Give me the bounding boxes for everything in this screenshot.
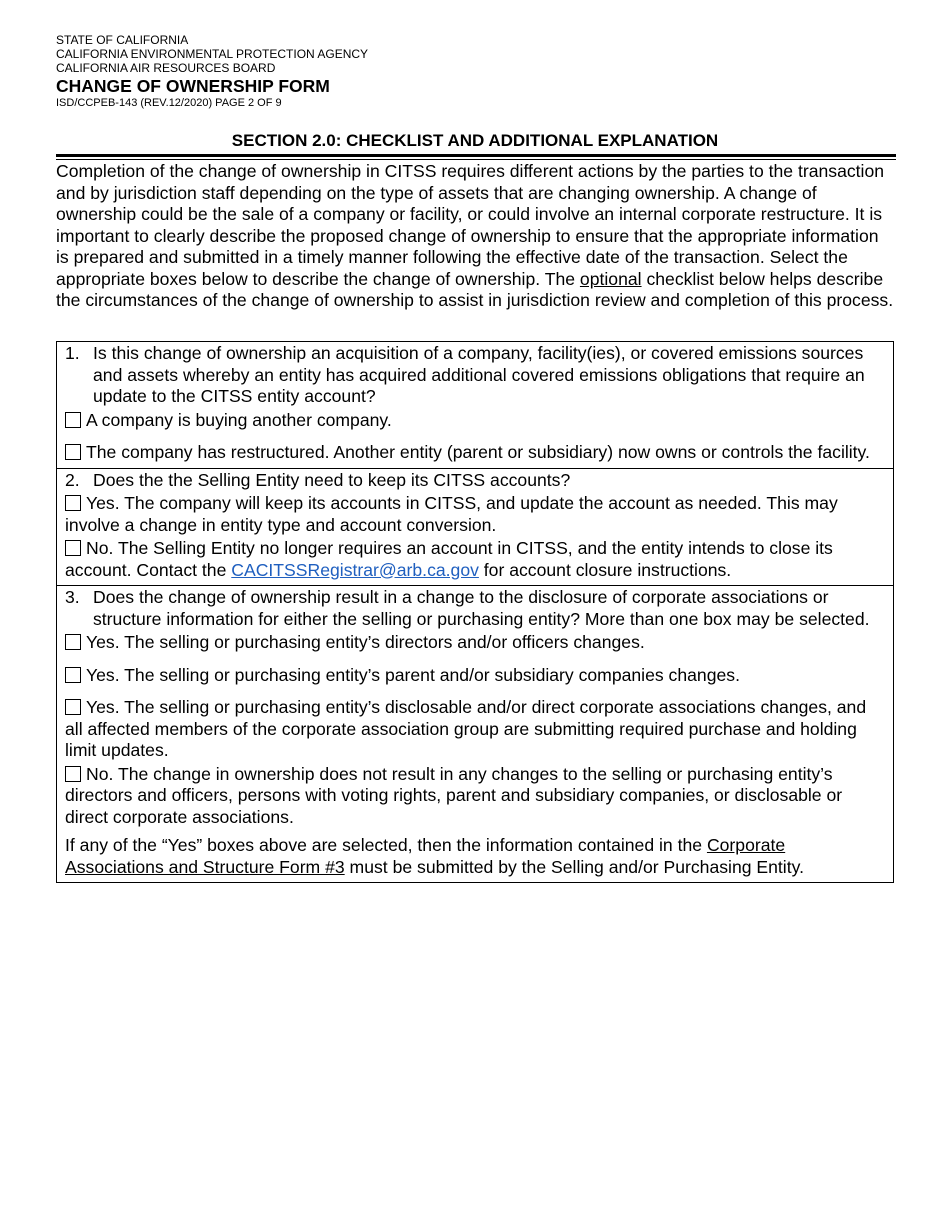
section-intro: Completion of the change of ownership in CITSS requires different actions by the parties to the transaction and by jurisdiction staff depending on the type of assets that are changing ownership. A change of ownership could be the sale of a company or facility, or could involve an internal corporate restructure. It is important to clearly describe the proposed change of ownership to ensure that the appropriate information is prepared and submitted in a timely manner following the effective date of the transaction. Select the appropriate boxes below to describe the change of ownership. The optional checklist below helps describe the circumstances of the change of ownership to assist in jurisdiction review and completion of this process.: [56, 161, 894, 310]
q1-restructured-checkbox[interactable]: [65, 444, 81, 460]
form-title: CHANGE OF OWNERSHIP FORM: [56, 76, 330, 96]
q2-option-no: No. The Selling Entity no longer requires an account in CITSS, and the entity intends to close its account. Contact the CACITSSRegistrar@arb.ca.gov for account closure instructions.: [65, 538, 833, 580]
registrar-email-link[interactable]: CACITSSRegistrar@arb.ca.gov: [231, 559, 479, 580]
q3-parent-checkbox[interactable]: [65, 667, 81, 683]
q1-option-restructured: The company has restructured. Another entity (parent or subsidiary) now owns or controls the facility.: [65, 442, 885, 464]
agency-line-state: STATE OF CALIFORNIA: [56, 33, 189, 47]
question-3-section: [57, 585, 893, 882]
q3-directors-checkbox[interactable]: [65, 634, 81, 650]
checklist-table: [56, 341, 894, 883]
section-divider: [56, 154, 896, 160]
form-header: [56, 33, 368, 110]
optional-emphasis: optional: [579, 268, 642, 289]
agency-line-calepa: CALIFORNIA ENVIRONMENTAL PROTECTION AGENCY: [56, 47, 369, 61]
q3-associations-checkbox[interactable]: [65, 699, 81, 715]
q1-buying-checkbox[interactable]: [65, 412, 81, 428]
q3-option-directors: Yes. The selling or purchasing entity’s directors and/or officers changes.: [65, 632, 885, 654]
form-code: ISD/CCPEB-143 (REV.12/2020) PAGE 2 OF 9: [56, 97, 282, 109]
q3-option-parent: Yes. The selling or purchasing entity’s parent and/or subsidiary companies changes.: [65, 665, 885, 687]
q2-no-checkbox[interactable]: [65, 540, 81, 556]
agency-line-carb: CALIFORNIA AIR RESOURCES BOARD: [56, 61, 276, 75]
q3-option-no-change: No. The change in ownership does not result in any changes to the selling or purchasing entity’s directors and officers, persons with voting rights, parent and subsidiary companies, or disclosable or direct corporate associations.: [65, 763, 843, 827]
q3-no-change-checkbox[interactable]: [65, 766, 81, 782]
section-title: SECTION 2.0: CHECKLIST AND ADDITIONAL EXPLANATION: [231, 131, 719, 150]
form-3-reference: Corporate Associations and Structure Form #3: [65, 835, 786, 877]
q1-option-buying: A company is buying another company.: [65, 410, 885, 432]
q3-note: If any of the “Yes” boxes above are selected, then the information contained in the Corporate Associations and Structure Form #3 must be submitted by the Selling and/or Purchasing Entity.: [65, 835, 804, 877]
question-1: 1. Is this change of ownership an acquisition of a company, facility(ies), or covered emissions sources and assets whereby an entity has acquired additional covered emissions obligations that require an update to the CITSS entity account?: [65, 343, 865, 406]
q2-yes-checkbox[interactable]: [65, 495, 81, 511]
question-2-section: [57, 468, 893, 586]
question-1-section: [57, 342, 893, 468]
question-2: 2. Does the the Selling Entity need to keep its CITSS accounts?: [65, 469, 571, 490]
question-3: 3. Does the change of ownership result in a change to the disclosure of corporate associations or structure information for either the selling or purchasing entity? More than one box may be selected.: [65, 587, 870, 629]
q3-option-associations: Yes. The selling or purchasing entity’s disclosable and/or direct corporate associations changes, and all affected members of the corporate association group are submitting required purchase and holding limit updates.: [65, 697, 867, 760]
q2-option-yes: Yes. The company will keep its accounts in CITSS, and update the account as needed. This may involve a change in entity type and account conversion.: [65, 493, 838, 535]
